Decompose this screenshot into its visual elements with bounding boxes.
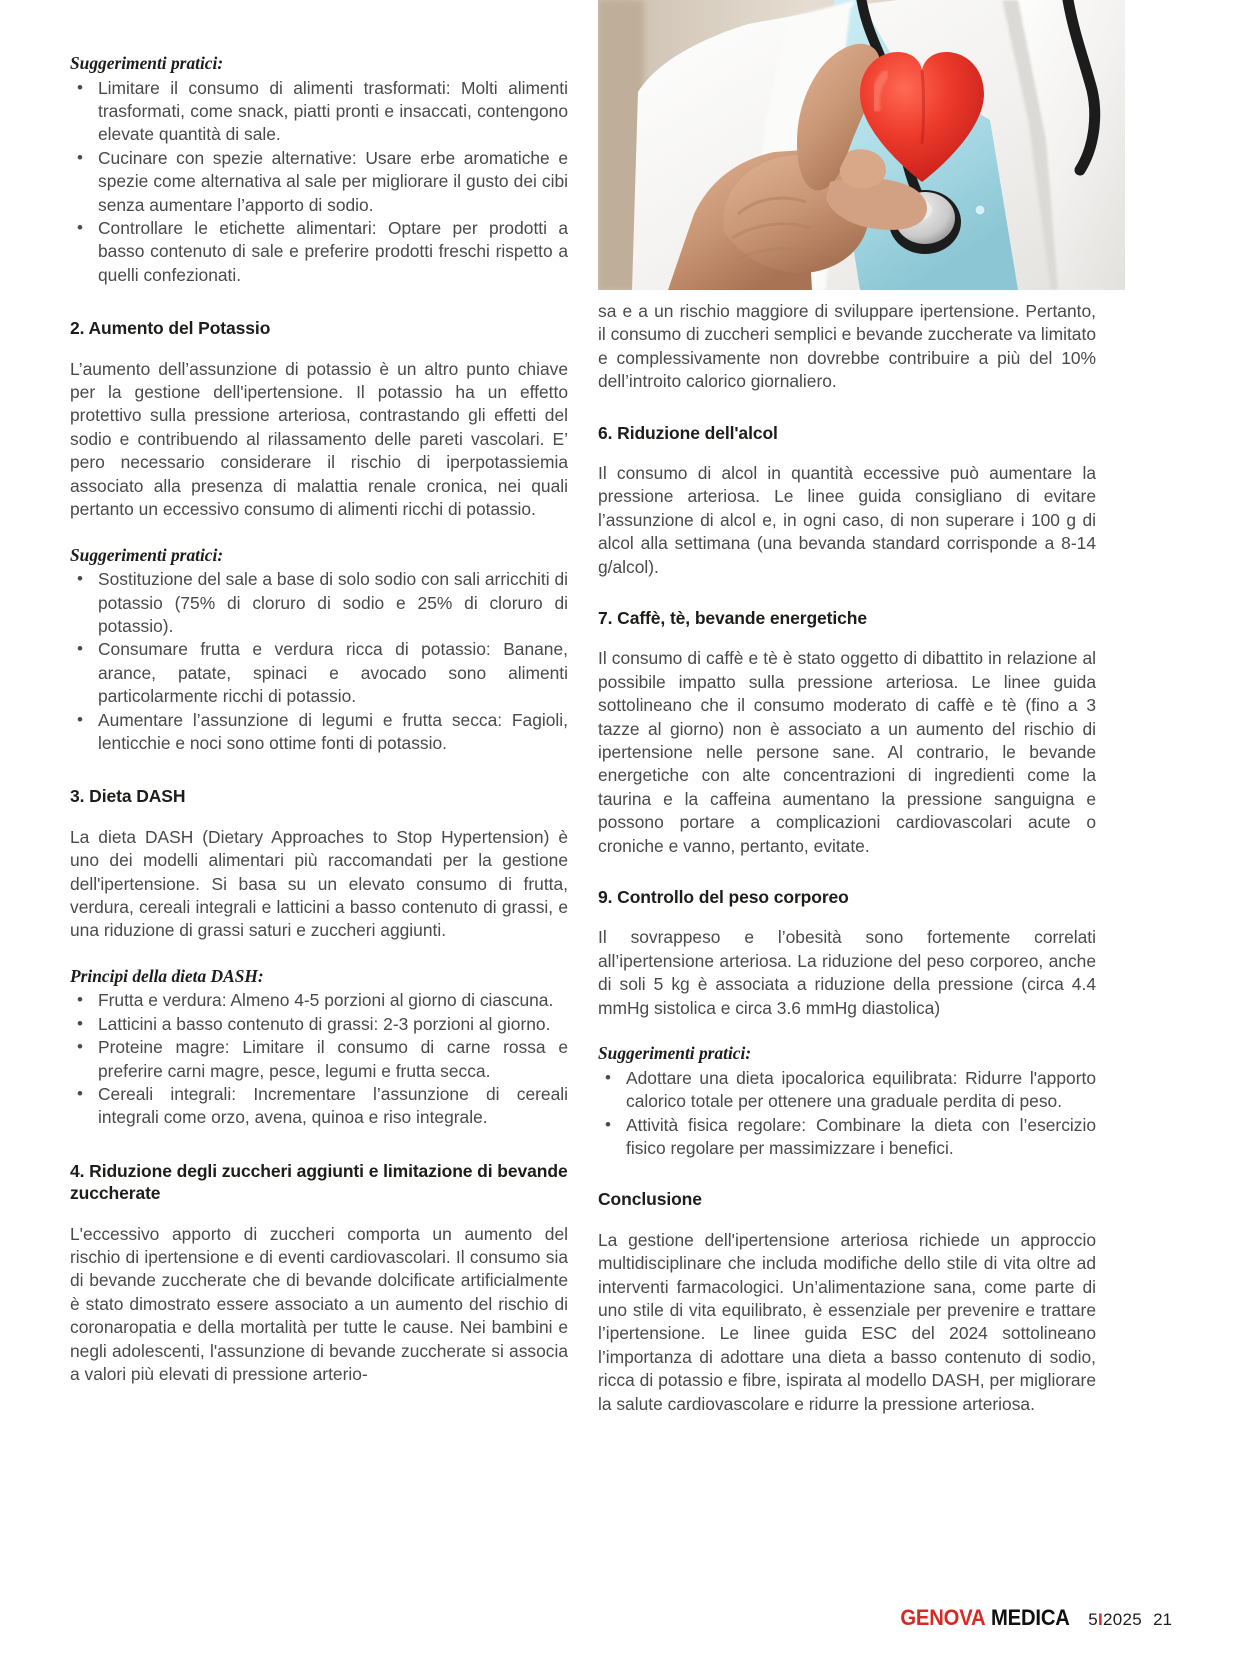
tips-list-3 xyxy=(598,1067,1096,1161)
bullet-icon: • xyxy=(77,1084,83,1104)
brand-genova: GENOVA xyxy=(900,1605,986,1630)
list-item xyxy=(598,1067,1096,1114)
list-item-text: Cereali integrali: Incrementare l’assunzione di cereali integrali come orzo, avena, quinoa e riso integrale. xyxy=(98,1084,568,1128)
section-4-paragraph: L'eccessivo apporto di zuccheri comporta un aumento del rischio di ipertensione e di eventi cardiovascolari. Il consumo sia di bevande zuccherate che di bevande dolcificate artificialmente è stato dimostrato essere associato a un aumento del rischio di coronaropatia e della mortalità per tutte le cause. Nei bambini e negli adolescenti, l'assunzione di bevande zuccherate si associa a valori più elevati di pressione arterio- xyxy=(70,1223,568,1385)
bullet-icon: • xyxy=(77,218,83,238)
list-item xyxy=(70,638,568,708)
list-item xyxy=(598,1114,1096,1161)
list-item xyxy=(70,568,568,638)
right-column xyxy=(598,0,1096,1432)
issue-number: 5 xyxy=(1088,1610,1099,1629)
list-item xyxy=(70,1036,568,1083)
list-item-text: Limitare il consumo di alimenti trasformati: Molti alimenti trasformati, come snack, piatti pronti e insaccati, contengono elevate quantità di sale. xyxy=(98,77,568,145)
list-item-text: Frutta e verdura: Almeno 4-5 porzioni al giorno di ciascuna. xyxy=(98,990,554,1011)
list-item-text: Proteine magre: Limitare il consumo di carne rossa e preferire carni magre, pesce, legumi e frutta secca. xyxy=(98,1037,568,1081)
brand-medica: MEDICA xyxy=(991,1605,1070,1630)
section-heading-7: 7. Caffè, tè, bevande energetiche xyxy=(598,608,868,629)
section-heading-6: 6. Riduzione dell'alcol xyxy=(598,422,778,443)
list-item-text: Cucinare con spezie alternative: Usare erbe aromatiche e spezie come alternativa al sale per migliorare il gusto dei cibi senza aumentare l’apporto di sodio. xyxy=(98,147,568,215)
section-heading-3: 3. Dieta DASH xyxy=(70,786,186,807)
section-9-paragraph: Il sovrappeso e l’obesità sono fortemente correlati all’ipertensione arteriosa. La riduzione del peso corporeo, anche di soli 5 kg è associata a riduzione della pressione (circa 4.4 mmHg sistolica e circa 3.6 mmHg diastolica) xyxy=(598,927,1096,1018)
section-heading-9: 9. Controllo del peso corporeo xyxy=(598,887,849,908)
tips-heading-2: Suggerimenti pratici: xyxy=(70,544,224,565)
list-item xyxy=(70,147,568,217)
issue-year: 2025 xyxy=(1103,1610,1143,1629)
page-number: 21 xyxy=(1153,1610,1172,1629)
section-6-paragraph: Il consumo di alcol in quantità eccessive può aumentare la pressione arteriosa. Le linee guida consigliano di evitare l’assunzione di alcol e, in ogni caso, di non superare i 100 g di alcol alla settimana (una bevanda standard corrisponde a 8-14 g/alcol). xyxy=(598,463,1096,577)
dash-principles-list xyxy=(70,989,568,1129)
section-2-paragraph: L’aumento dell’assunzione di potassio è un altro punto chiave per la gestione dell'ipertensione. Il potassio ha un effetto protettivo sulla pressione arteriosa, contrastando gli effetti del sodio e contribuendo al rilassamento delle pareti vascolari. E’ pero necessario considerare il rischio di iperpotassiemia associato alla presenza di malattia renale cronica, nei quali pertanto un eccessivo consumo di alimenti ricchi di potassio. xyxy=(70,358,568,520)
tips-list-1 xyxy=(70,77,568,288)
issue-separator: I xyxy=(1098,1610,1104,1629)
left-column xyxy=(70,0,568,1403)
list-item xyxy=(70,217,568,287)
list-item-text: Aumentare l’assunzione di legumi e frutta secca: Fagioli, lenticchie e noci sono ottime fonti di potassio. xyxy=(98,709,568,753)
section-3-paragraph: La dieta DASH (Dietary Approaches to Stop Hypertension) è uno dei modelli alimentari più raccomandati per la gestione dell'ipertensione. Si basa su un elevato consumo di frutta, verdura, cereali integrali e latticini a basso contenuto di grassi, e una riduzione di grassi saturi e zuccheri aggiunti. xyxy=(70,826,568,941)
list-item xyxy=(70,1083,568,1130)
bullet-icon: • xyxy=(77,147,83,167)
section-heading-2: 2. Aumento del Potassio xyxy=(70,318,271,339)
tips-heading-1: Suggerimenti pratici: xyxy=(70,53,224,73)
bullet-icon: • xyxy=(77,569,83,589)
list-item xyxy=(70,77,568,147)
issue-label xyxy=(1088,1610,1142,1630)
list-item-text: Sostituzione del sale a base di solo sodio con sali arricchiti di potassio (75% di cloruro di sodio e 25% di cloruro di potassio). xyxy=(98,569,568,636)
magazine-logo xyxy=(901,1605,1070,1631)
list-item xyxy=(70,709,568,756)
list-item-text: Adottare una dieta ipocalorica equilibrata: Ridurre l'apporto calorico totale per ottenere una graduale perdita di peso. xyxy=(626,1067,1096,1112)
page-footer xyxy=(893,1605,1172,1631)
conclusion-paragraph: La gestione dell'ipertensione arteriosa richiede un approccio multidisciplinare che includa modifiche dello stile di vita oltre ad interventi farmacologici. Un’alimentazione sana, come parte di uno stile di vita equilibrato, è essenziale per prevenire e trattare l’ipertensione. Le linee guida ESC del 2024 sottolineano l’importanza di adottare una dieta a basso contenuto di sodio, ricca di potassio e fibre, ispirata al modello DASH, per migliorare la salute cardiovascolare e ridurre la pressione arteriosa. xyxy=(598,1229,1096,1414)
list-item xyxy=(70,989,568,1012)
bullet-icon: • xyxy=(77,639,83,659)
bullet-icon: • xyxy=(605,1067,611,1087)
bullet-icon: • xyxy=(77,709,83,729)
section-heading-4: 4. Riduzione degli zuccheri aggiunti e limitazione di bevande zuccherate xyxy=(70,1160,568,1204)
bullet-icon: • xyxy=(605,1114,611,1134)
list-item-text: Controllare le etichette alimentari: Optare per prodotti a basso contenuto di sale e preferire prodotti freschi rispetto a quelli confezionati. xyxy=(98,218,568,285)
bullet-icon: • xyxy=(77,1037,83,1057)
list-item xyxy=(70,1013,568,1036)
bullet-icon: • xyxy=(77,990,83,1010)
dash-principles-heading: Principi della dieta DASH: xyxy=(70,965,264,986)
list-item-text: Consumare frutta e verdura ricca di potassio: Banane, arance, patate, spinaci e avocado sono alimenti particolarmente ricchi di potassio. xyxy=(98,639,568,707)
section-7-paragraph: Il consumo di caffè e tè è stato oggetto di dibattito in relazione al possibile impatto sulla pressione arteriosa. Le linee guida sottolineano che il consumo moderato di caffè e tè (fino a 3 tazze al giorno) non è associato a un aumento del rischio di ipertensione nelle persone sane. Al contrario, le bevande energetiche con alte concentrazioni di ingredienti come la taurina e la caffeina aumentano la pressione sanguigna e possono portare a complicazioni cardiovascolari acute o croniche e vanno, pertanto, evitate. xyxy=(598,648,1096,856)
bullet-icon: • xyxy=(77,77,83,97)
list-item-text: Attività fisica regolare: Combinare la dieta con l’esercizio fisico regolare per massimizzare i benefici. xyxy=(626,1114,1096,1158)
tips-heading-3: Suggerimenti pratici: xyxy=(598,1043,752,1064)
list-item-text: Latticini a basso contenuto di grassi: 2-3 porzioni al giorno. xyxy=(98,1013,551,1034)
bullet-icon: • xyxy=(77,1013,83,1033)
conclusion-heading: Conclusione xyxy=(598,1189,702,1210)
tips-list-2 xyxy=(70,568,568,755)
section-4-continued-paragraph: sa e a un rischio maggiore di sviluppare ipertensione. Pertanto, il consumo di zuccheri semplici e bevande zuccherate va limitato e complessivamente non dovrebbe contribuire a più del 10% dell’introito calorico giornaliero. xyxy=(598,301,1096,392)
